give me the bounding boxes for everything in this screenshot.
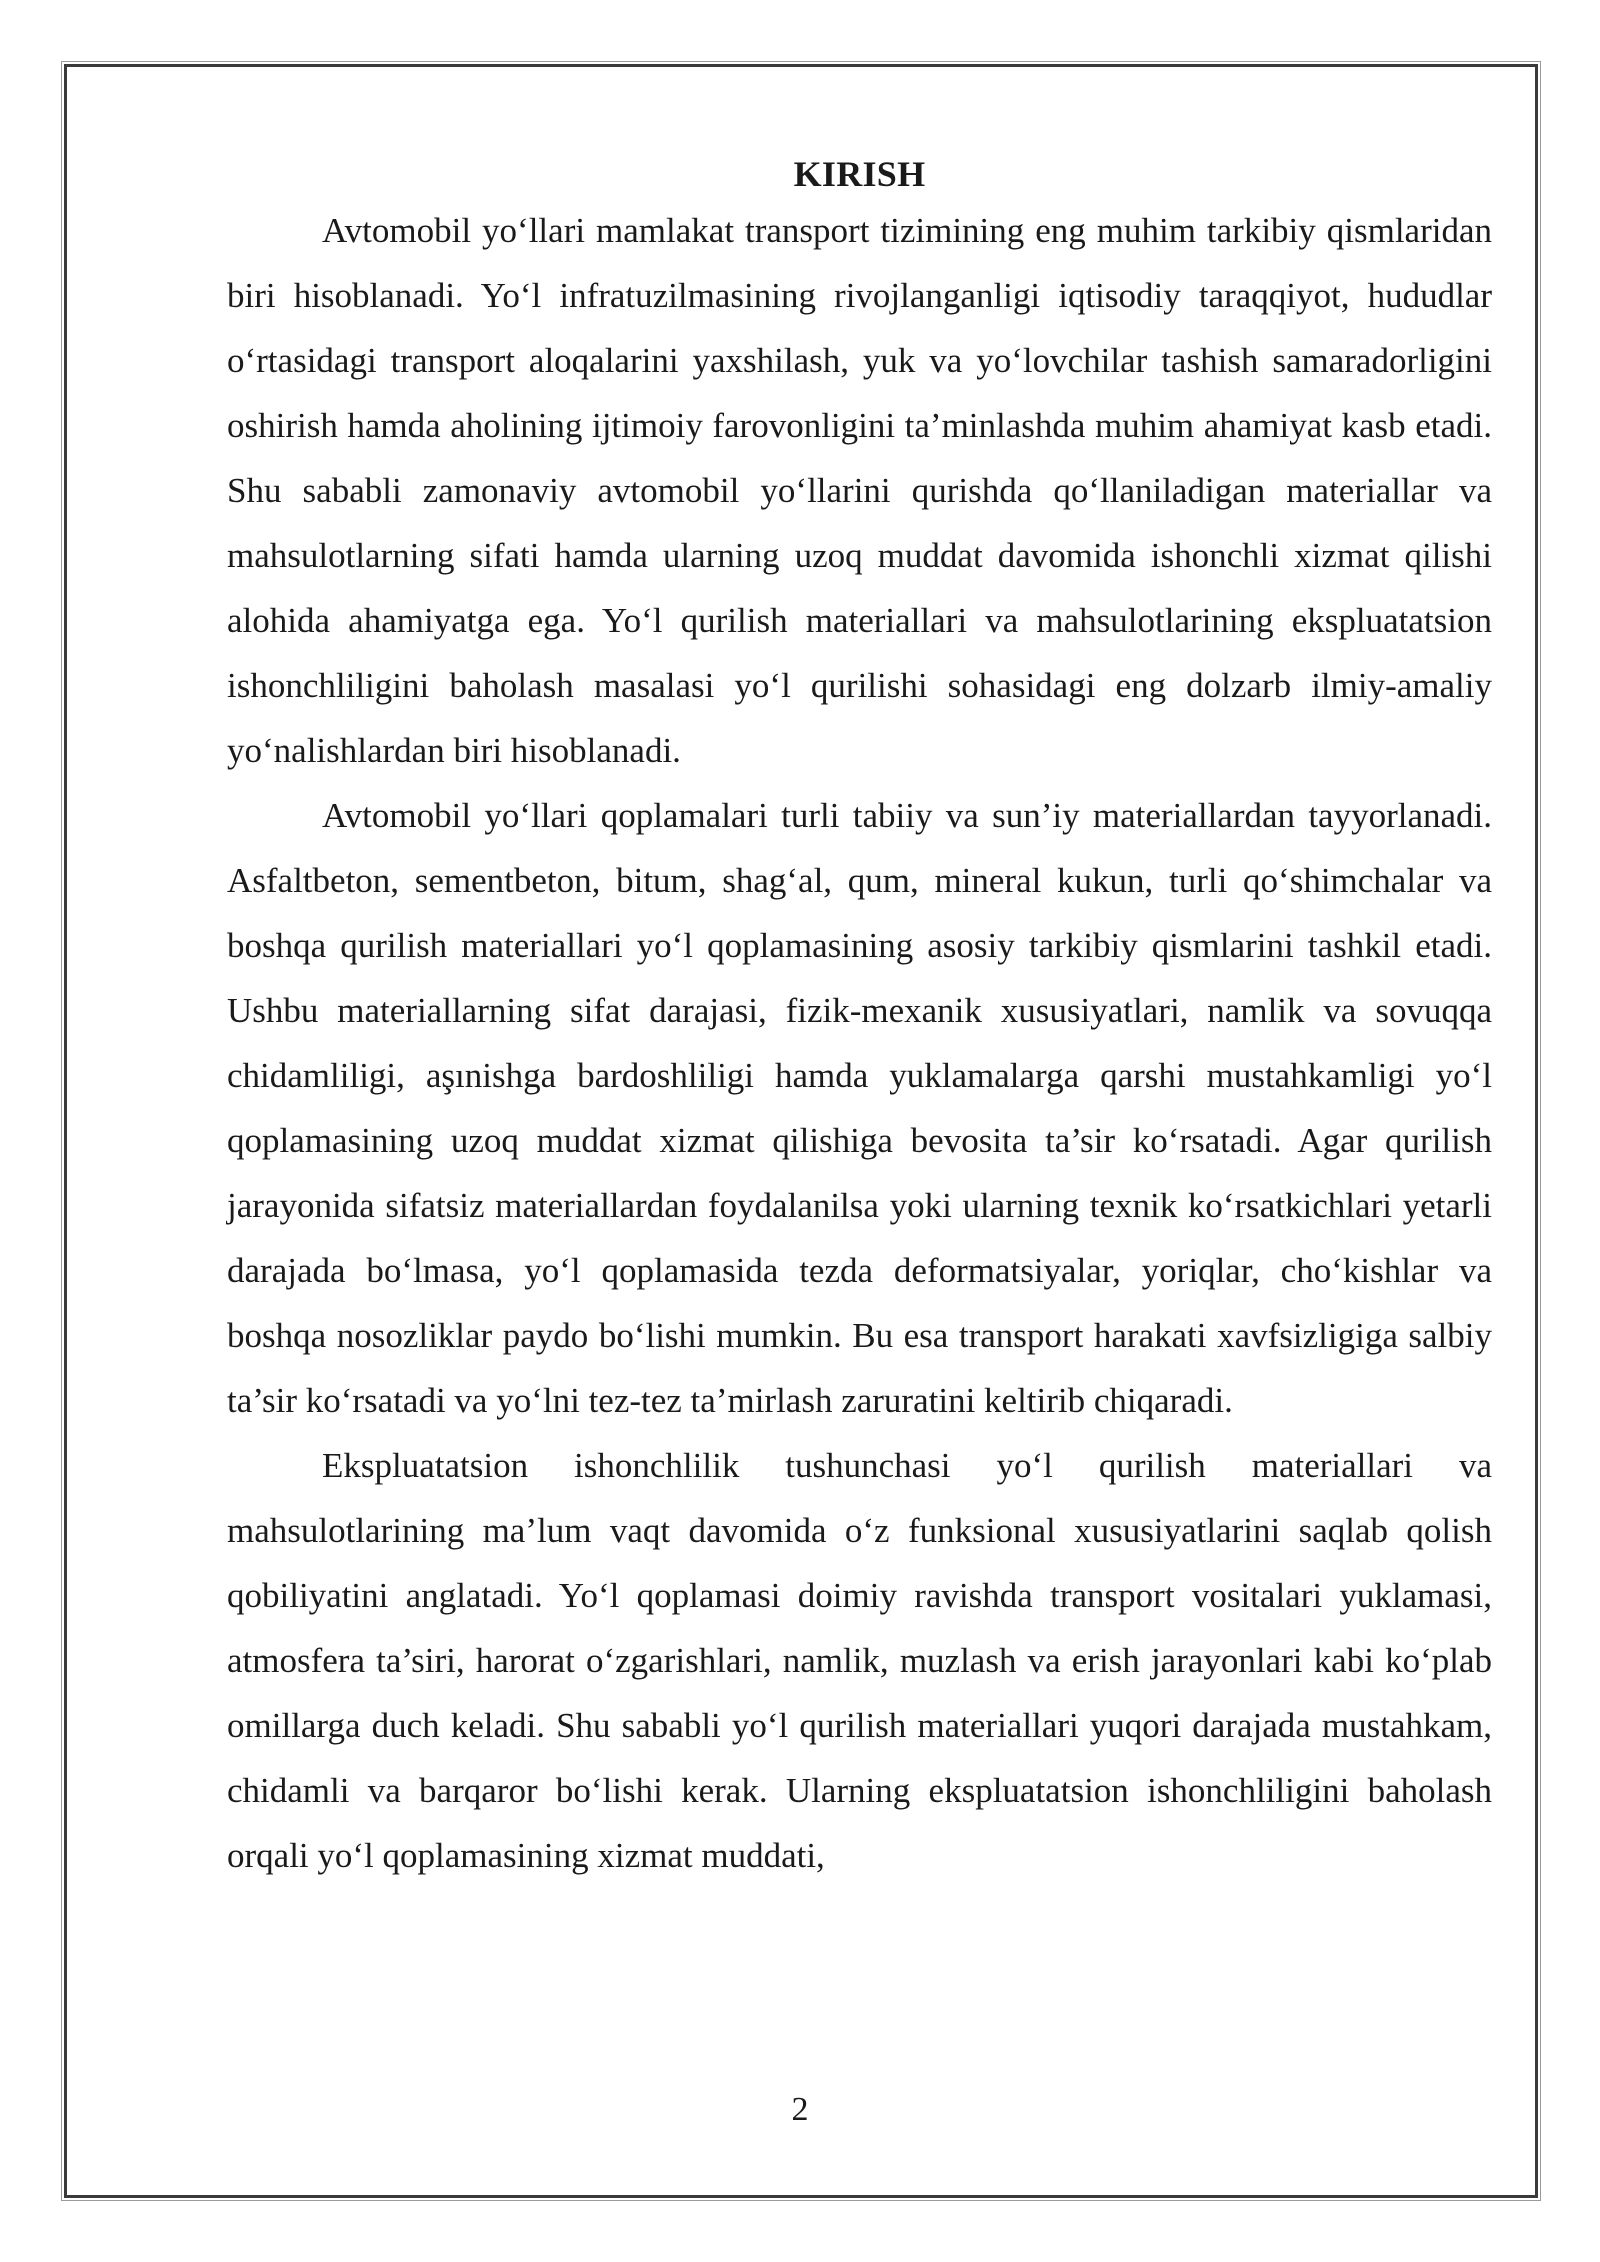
paragraph-1: Avtomobil yo‘llari mamlakat transport tizimining eng muhim tarkibiy qismlaridan biri hisoblanadi. Yo‘l infratuzilmasining rivojlanganligi iqtisodiy taraqqiyot, hududlar o‘rtasidagi transport aloqalarini yaxshilash, yuk va yo‘lovchilar tashish samaradorligini oshirish hamda aholining ijtimoiy farovonligini ta’minlashda muhim ahamiyat kasb etadi. Shu sababli zamonaviy avtomobil yo‘llarini qurishda qo‘llaniladigan materiallar va mahsulotlarning sifati hamda ularning uzoq muddat davomida ishonchli xizmat qilishi alohida ahamiyatga ega. Yo‘l qurilish materiallari va mahsulotlarining ekspluatatsion ishonchliligini baholash masalasi yo‘l qurilishi sohasidagi eng dolzarb ilmiy-amaliy yo‘nalishlardan biri hisoblanadi.	[227, 211, 1492, 770]
section-heading: KIRISH	[793, 154, 926, 194]
page-number: 2	[791, 2091, 809, 2128]
page-content	[227, 150, 1492, 1888]
paragraph-2: Avtomobil yo‘llari qoplamalari turli tabiiy va sun’iy materiallardan tayyorlanadi. Asfaltbeton, sementbeton, bitum, shag‘al, qum, mineral kukun, turli qo‘shimchalar va boshqa qurilish materiallari yo‘l qoplamasining asosiy tarkibiy qismlarini tashkil etadi. Ushbu materiallarning sifat darajasi, fizik-mexanik xususiyatlari, namlik va sovuqqa chidamliligi, aşınishga bardoshliligi hamda yuklamalarga qarshi mustahkamligi yo‘l qoplamasining uzoq muddat xizmat qilishiga bevosita ta’sir ko‘rsatadi. Agar qurilish jarayonida sifatsiz materiallardan foydalanilsa yoki ularning texnik ko‘rsatkichlari yetarli darajada bo‘lmasa, yo‘l qoplamasida tezda deformatsiyalar, yoriqlar, cho‘kishlar va boshqa nosozliklar paydo bo‘lishi mumkin. Bu esa transport harakati xavfsizligiga salbiy ta’sir ko‘rsatadi va yo‘lni tez-tez ta’mirlash zaruratini keltirib chiqaradi.	[227, 796, 1492, 1420]
paragraph-3: Ekspluatatsion ishonchlilik tushunchasi yo‘l qurilish materiallari va mahsulotlarining ma’lum vaqt davomida o‘z funksional xususiyatlarini saqlab qolish qobiliyatini anglatadi. Yo‘l qoplamasi doimiy ravishda transport vositalari yuklamasi, atmosfera ta’siri, harorat o‘zgarishlari, namlik, muzlash va erish jarayonlari kabi ko‘plab omillarga duch keladi. Shu sababli yo‘l qurilish materiallari yuqori darajada mustahkam, chidamli va barqaror bo‘lishi kerak. Ularning ekspluatatsion ishonchliligini baholash orqali yo‘l qoplamasining xizmat muddati,	[227, 1446, 1492, 1875]
